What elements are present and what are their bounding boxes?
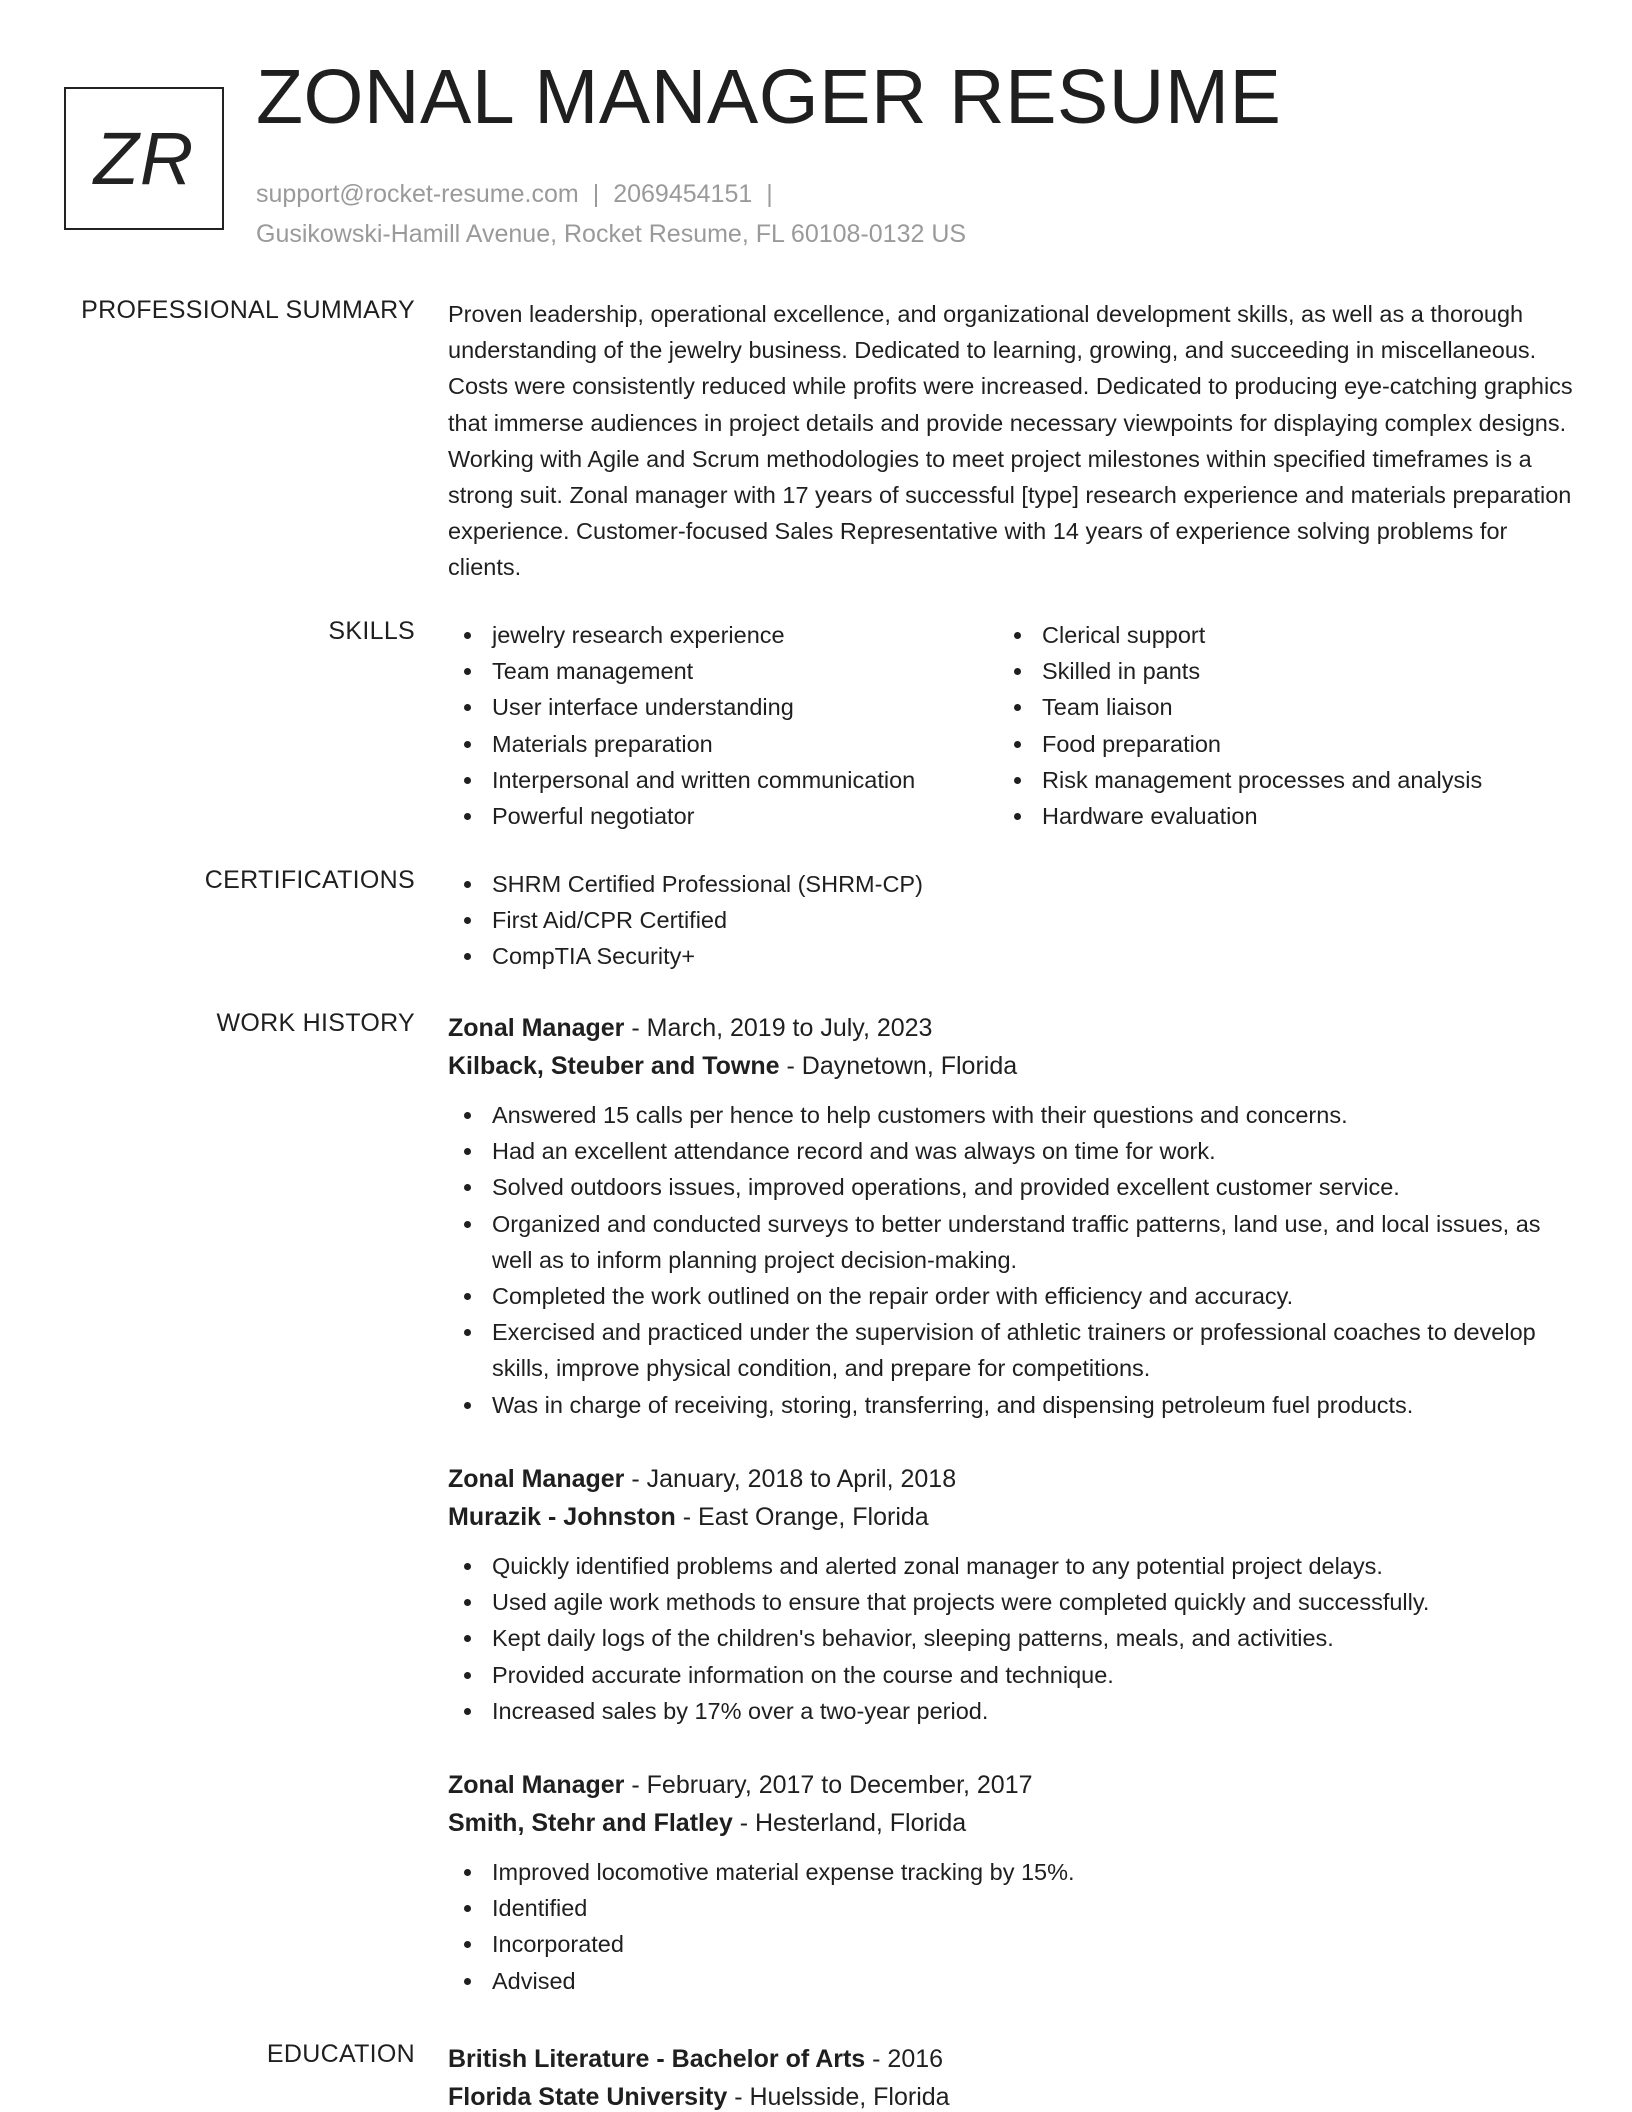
list-item: Team management [448,653,998,689]
job-title-line [448,1460,1573,1498]
job-company-line [448,1498,1573,1536]
list-item: Powerful negotiator [448,798,998,834]
list-item: Skilled in pants [998,653,1548,689]
list-item: Incorporated [448,1926,1573,1962]
list-item: Kept daily logs of the children's behavior, sleeping patterns, meals, and activities. [448,1620,1573,1656]
list-item: Used agile work methods to ensure that projects were completed quickly and successfully. [448,1584,1573,1620]
job-location: - Hesterland, Florida [732,1809,967,1837]
job-entry [448,1009,1573,1423]
contact-separator: | [592,180,600,208]
job-title-line [448,1766,1573,1804]
list-item: User interface understanding [448,689,998,725]
list-item: Provided accurate information on the course and technique. [448,1657,1573,1693]
education-degree-line [448,2040,1573,2078]
education-degree: British Literature - Bachelor of Arts [448,2045,866,2073]
job-title: Zonal Manager [448,1771,625,1799]
job-entry [448,1460,1573,1729]
list-item: First Aid/CPR Certified [448,902,1573,938]
list-item: Increased sales by 17% over a two-year period. [448,1693,1573,1729]
skills-list-right [998,617,1548,834]
list-item: Risk management processes and analysis [998,762,1548,798]
education-school-line [448,2078,1573,2112]
education-location: - Huelsside, Florida [727,2083,950,2111]
list-item: Was in charge of receiving, storing, transferring, and dispensing petroleum fuel products. [448,1387,1573,1423]
contact-separator: | [766,180,773,208]
job-company: Smith, Stehr and Flatley [448,1809,733,1837]
list-item: CompTIA Security+ [448,938,1573,974]
contact-address: Gusikowski-Hamill Avenue, Rocket Resume, FL 60108-0132 US [256,220,967,248]
job-company-line [448,1047,1573,1085]
list-item: Solved outdoors issues, improved operations, and provided excellent customer service. [448,1169,1573,1205]
section-label-work-history: WORK HISTORY [216,1009,415,1037]
list-item: Advised [448,1963,1573,1999]
job-company-line [448,1804,1573,1842]
section-label-skills: SKILLS [328,617,415,645]
job-entry [448,1766,1573,1999]
section-label-certifications: CERTIFICATIONS [204,866,415,894]
list-item: SHRM Certified Professional (SHRM-CP) [448,866,1573,902]
list-item: Exercised and practiced under the supervision of athletic trainers or professional coaches to develop skills, improve physical condition, and prepare for competitions. [448,1314,1573,1386]
list-item: Completed the work outlined on the repair order with efficiency and accuracy. [448,1278,1573,1314]
list-item: Clerical support [998,617,1548,653]
job-title: Zonal Manager [448,1014,625,1042]
job-title-line [448,1009,1573,1047]
job-dates: - February, 2017 to December, 2017 [624,1771,1033,1799]
job-bullets [448,1548,1573,1729]
job-dates: - March, 2019 to July, 2023 [624,1014,933,1042]
contact-line-1 [256,174,966,214]
job-company: Murazik - Johnston [448,1503,676,1531]
skills-list-left [448,617,998,834]
summary-text: Proven leadership, operational excellence, and organizational development skills, as well as a thorough understanding of the jewelry business. Dedicated to learning, growing, and succeeding in miscellaneous. Costs were consistently reduced while profits were increased. Dedicated to producing eye-catching graphics that immerse audiences in project details and provide necessary viewpoints for displaying complex designs. Working with Agile and Scrum methodologies to meet project milestones within specified timeframes is a strong suit. Zonal manager with 17 years of successful [type] research experience and materials preparation experience. Customer-focused Sales Representative with 14 years of experience solving problems for clients. [448,301,1573,581]
job-company: Kilback, Steuber and Towne [448,1052,780,1080]
job-dates: - January, 2018 to April, 2018 [624,1465,957,1493]
contact-email[interactable]: support@rocket-resume.com [256,180,579,208]
list-item: Hardware evaluation [998,798,1548,834]
contact-info [256,174,966,254]
list-item: Organized and conducted surveys to better understand traffic patterns, land use, and local issues, as well as to inform planning project decision-making. [448,1206,1573,1278]
contact-phone[interactable]: 2069454151 [613,180,753,208]
skills-grid [448,617,1573,834]
list-item: Interpersonal and written communication [448,762,998,798]
monogram-initials: ZR [93,117,195,200]
list-item: Team liaison [998,689,1548,725]
list-item: Answered 15 calls per hence to help customers with their questions and concerns. [448,1097,1573,1133]
certifications-body [448,866,1573,975]
certifications-list [448,866,1573,975]
job-location: - East Orange, Florida [675,1503,929,1531]
job-bullets [448,1097,1573,1423]
monogram-box [64,87,224,230]
section-label-education: EDUCATION [266,2040,415,2068]
list-item: Quickly identified problems and alerted zonal manager to any potential project delays. [448,1548,1573,1584]
education-school: Florida State University [448,2083,728,2111]
list-item: Identified [448,1890,1573,1926]
list-item: Improved locomotive material expense tracking by 15%. [448,1854,1573,1890]
education-entry [448,2040,1573,2112]
list-item: jewelry research experience [448,617,998,653]
list-item: Food preparation [998,726,1548,762]
job-location: - Daynetown, Florida [779,1052,1018,1080]
list-item: Had an excellent attendance record and was always on time for work. [448,1133,1573,1169]
list-item: Materials preparation [448,726,998,762]
job-title: Zonal Manager [448,1465,625,1493]
resume-title: ZONAL MANAGER RESUME [256,54,1282,140]
education-year: - 2016 [865,2045,944,2073]
section-label-summary: PROFESSIONAL SUMMARY [81,296,415,324]
job-bullets [448,1854,1573,1999]
